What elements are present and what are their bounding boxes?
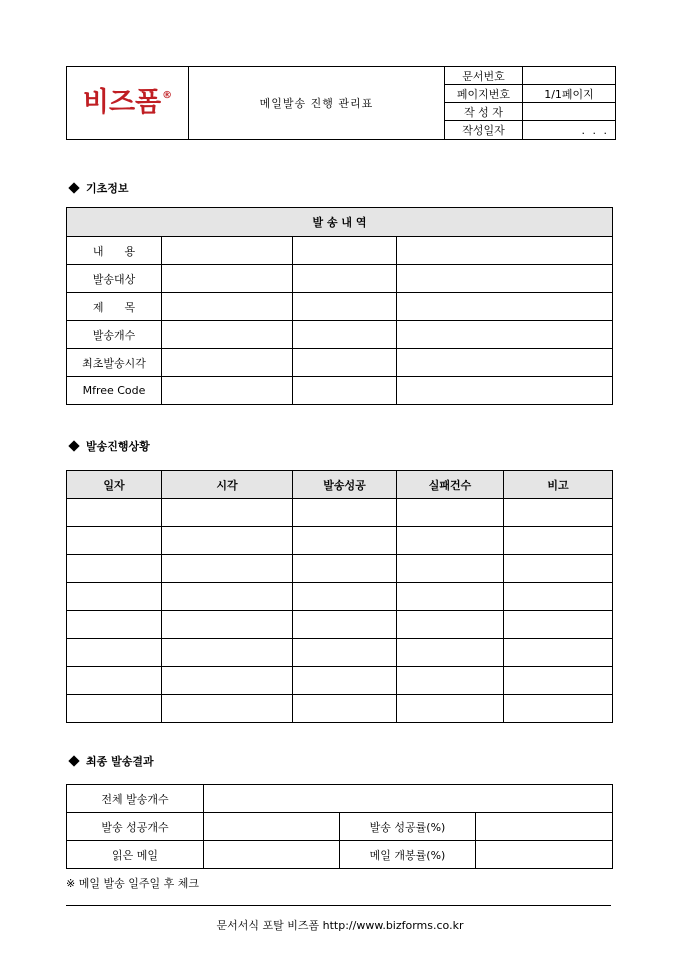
total-sent-label: 전체 발송개수 — [67, 785, 204, 813]
table-cell[interactable] — [162, 527, 293, 555]
table-cell[interactable] — [162, 377, 293, 405]
column-header-date: 일자 — [67, 471, 162, 499]
page-number-label: 페이지번호 — [445, 85, 523, 103]
table-cell[interactable] — [504, 611, 613, 639]
table-cell[interactable] — [397, 237, 613, 265]
table-cell[interactable] — [504, 583, 613, 611]
author-label: 작 성 자 — [445, 103, 523, 121]
table-cell[interactable] — [504, 695, 613, 723]
table-cell[interactable] — [293, 499, 397, 527]
document-header — [66, 66, 616, 140]
doc-number-label: 문서번호 — [445, 67, 523, 85]
total-sent-value[interactable] — [204, 785, 613, 813]
table-row — [67, 695, 613, 723]
table-row — [67, 265, 613, 293]
table-cell[interactable] — [67, 499, 162, 527]
table-cell[interactable] — [397, 611, 504, 639]
open-rate-label: 메일 개봉률(%) — [340, 841, 476, 869]
table-cell[interactable] — [397, 527, 504, 555]
table-cell[interactable] — [397, 583, 504, 611]
table-cell[interactable] — [162, 499, 293, 527]
table-cell[interactable] — [162, 349, 293, 377]
table-cell[interactable] — [162, 321, 293, 349]
table-cell[interactable] — [67, 527, 162, 555]
section-progress-heading — [68, 438, 150, 454]
table-cell[interactable] — [293, 377, 397, 405]
row-label: 최초발송시각 — [67, 349, 162, 377]
read-mail-value[interactable] — [204, 841, 340, 869]
author-value[interactable] — [523, 103, 616, 121]
table-cell[interactable] — [67, 583, 162, 611]
document-title: 메일발송 진행 관리표 — [189, 67, 445, 140]
table-cell[interactable] — [67, 639, 162, 667]
table-cell[interactable] — [397, 499, 504, 527]
row-label: 내 용 — [67, 237, 162, 265]
section-final-result-heading — [68, 753, 154, 769]
table-cell[interactable] — [293, 555, 397, 583]
row-label: Mfree Code — [67, 377, 162, 405]
table-cell[interactable] — [397, 293, 613, 321]
table-row — [67, 841, 613, 869]
table-cell[interactable] — [397, 695, 504, 723]
table-cell[interactable] — [504, 555, 613, 583]
table-cell[interactable] — [397, 377, 613, 405]
table-cell[interactable] — [293, 349, 397, 377]
table-cell[interactable] — [293, 695, 397, 723]
read-mail-label: 읽은 메일 — [67, 841, 204, 869]
column-header-success: 발송성공 — [293, 471, 397, 499]
success-count-value[interactable] — [204, 813, 340, 841]
table-cell[interactable] — [162, 611, 293, 639]
table-cell[interactable] — [162, 695, 293, 723]
footer-text: 문서서식 포탈 비즈폼 http://www.bizforms.co.kr — [216, 919, 464, 932]
send-details-table — [66, 207, 613, 405]
table-row — [67, 667, 613, 695]
table-cell[interactable] — [293, 611, 397, 639]
table-cell[interactable] — [293, 667, 397, 695]
table-row — [67, 499, 613, 527]
table-row — [67, 611, 613, 639]
table-row — [67, 639, 613, 667]
date-value[interactable]: . . . — [523, 121, 616, 140]
diamond-bullet-icon — [68, 182, 79, 193]
table-cell[interactable] — [293, 639, 397, 667]
open-rate-value[interactable] — [476, 841, 613, 869]
table-cell[interactable] — [162, 293, 293, 321]
date-label: 작성일자 — [445, 121, 523, 140]
table-cell[interactable] — [504, 499, 613, 527]
diamond-bullet-icon — [68, 440, 79, 451]
registered-mark: ® — [162, 90, 173, 101]
success-count-label: 발송 성공개수 — [67, 813, 204, 841]
table-cell[interactable] — [162, 265, 293, 293]
page-number-value: 1/1페이지 — [523, 85, 616, 103]
section-basic-info-heading — [68, 180, 129, 196]
table-cell[interactable] — [504, 527, 613, 555]
row-label: 제 목 — [67, 293, 162, 321]
table-cell[interactable] — [397, 667, 504, 695]
table-row — [67, 377, 613, 405]
table-cell[interactable] — [162, 555, 293, 583]
table-cell[interactable] — [397, 321, 613, 349]
row-label: 발송개수 — [67, 321, 162, 349]
table-cell[interactable] — [162, 667, 293, 695]
section-heading-text: 최종 발송결과 — [86, 755, 154, 768]
table-cell[interactable] — [67, 667, 162, 695]
table-row — [67, 785, 613, 813]
column-header-time: 시각 — [162, 471, 293, 499]
table-row — [67, 583, 613, 611]
table-row — [67, 349, 613, 377]
footer-divider — [66, 905, 611, 906]
logo-text: 비즈폼 — [82, 87, 162, 118]
success-rate-value[interactable] — [476, 813, 613, 841]
table-cell[interactable] — [504, 639, 613, 667]
table-cell[interactable] — [162, 583, 293, 611]
table-cell[interactable] — [397, 349, 613, 377]
table-header-row — [67, 471, 613, 499]
final-result-table — [66, 784, 613, 869]
table-row — [67, 555, 613, 583]
table-cell[interactable] — [293, 237, 397, 265]
table-row — [67, 813, 613, 841]
table-row — [67, 237, 613, 265]
table-cell[interactable] — [67, 555, 162, 583]
table-cell[interactable] — [293, 527, 397, 555]
table-cell[interactable] — [397, 639, 504, 667]
table-cell[interactable] — [293, 583, 397, 611]
success-rate-label: 발송 성공률(%) — [340, 813, 476, 841]
section-heading-text: 발송진행상황 — [86, 440, 150, 453]
send-details-title: 발 송 내 역 — [67, 208, 613, 237]
table-row — [67, 527, 613, 555]
check-note: ※ 메일 발송 일주일 후 체크 — [66, 877, 199, 890]
column-header-remarks: 비고 — [504, 471, 613, 499]
column-header-failures: 실패건수 — [397, 471, 504, 499]
diamond-bullet-icon — [68, 755, 79, 766]
row-label: 발송대상 — [67, 265, 162, 293]
table-cell[interactable] — [397, 555, 504, 583]
table-cell[interactable] — [293, 265, 397, 293]
table-cell[interactable] — [293, 293, 397, 321]
table-row — [67, 321, 613, 349]
progress-table — [66, 470, 613, 723]
logo — [67, 67, 189, 140]
table-row — [67, 293, 613, 321]
table-cell[interactable] — [162, 237, 293, 265]
table-cell[interactable] — [162, 639, 293, 667]
table-cell[interactable] — [504, 667, 613, 695]
table-cell[interactable] — [67, 695, 162, 723]
table-cell[interactable] — [293, 321, 397, 349]
table-cell[interactable] — [397, 265, 613, 293]
doc-number-value[interactable] — [523, 67, 616, 85]
section-heading-text: 기초정보 — [86, 182, 129, 195]
table-cell[interactable] — [67, 611, 162, 639]
